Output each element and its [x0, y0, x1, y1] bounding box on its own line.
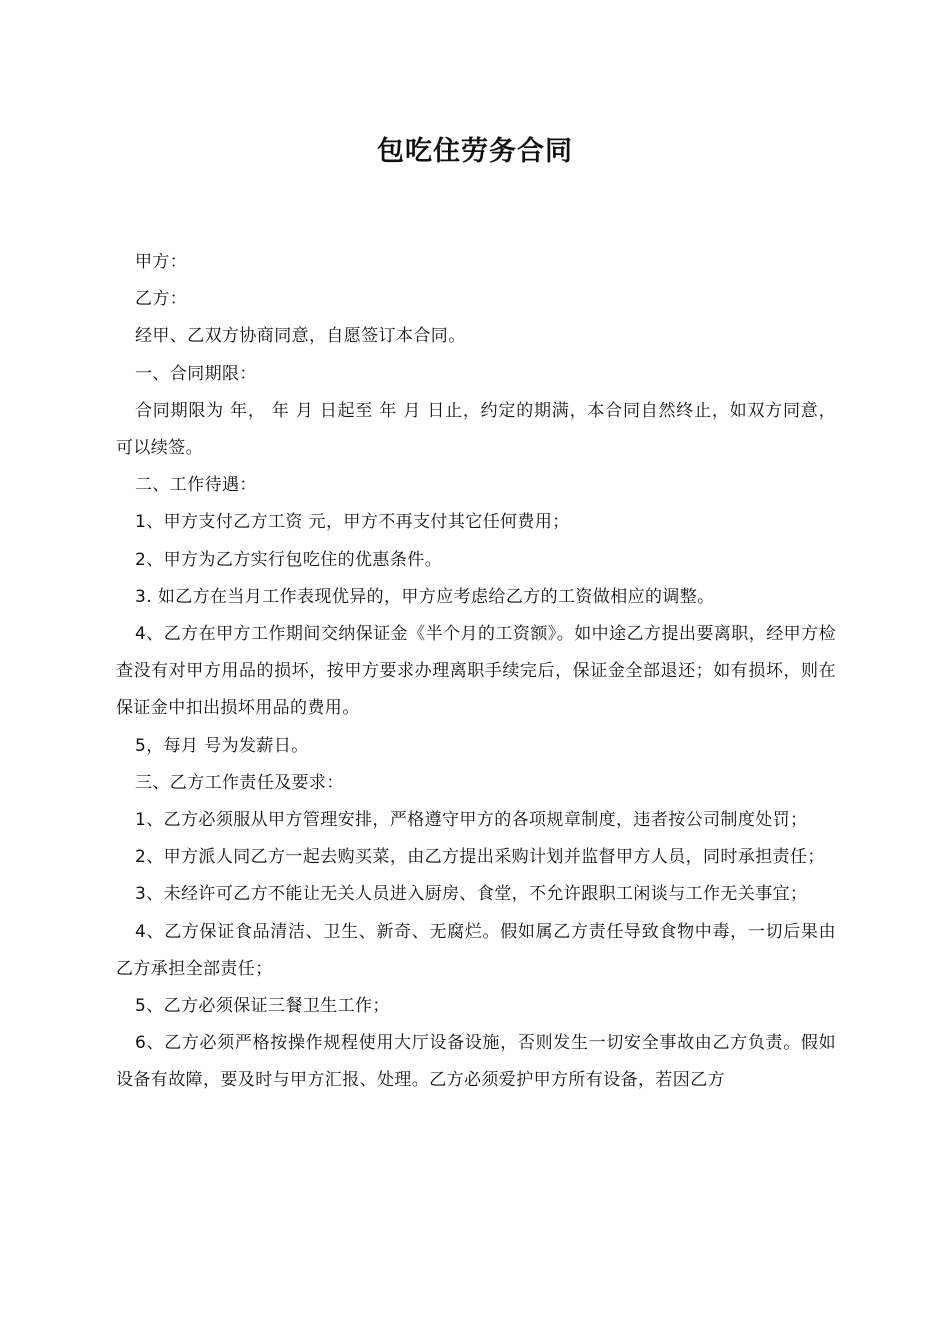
- agreement-intro: 经甲、乙双方协商同意，自愿签订本合同。: [135, 326, 466, 347]
- term-clause: 合同期限为 年， 年 月 日起至 年 月 日止，约定的期满，本合同自然终止，如双方同意，可以续签。: [116, 400, 836, 459]
- party-b-line: 乙方：: [135, 289, 188, 310]
- section-heading-term: 一、合同期限：: [135, 363, 257, 384]
- party-a-line: 甲方：: [135, 252, 188, 272]
- document-body: [116, 244, 836, 1100]
- duty-clause-1: 1、乙方必须服从甲方管理安排，严格遵守甲方的各项规章制度，违者按公司制度处罚；: [135, 810, 808, 831]
- benefit-clause-1: 1、甲方支付乙方工资 元，甲方不再支付其它任何费用；: [135, 512, 570, 533]
- section-heading-benefits: 二、工作待遇：: [135, 475, 257, 496]
- document-title: 包吃住劳务合同: [377, 136, 573, 167]
- benefit-clause-3: 3. 如乙方在当月工作表现优异的，甲方应考虑给乙方的工资做相应的调整。: [135, 586, 715, 607]
- duty-clause-3: 3、未经许可乙方不能让无关人员进入厨房、食堂，不允许跟职工闲谈与工作无关事宜；: [135, 884, 808, 905]
- benefit-clause-5: 5，每月 号为发薪日。: [135, 735, 309, 756]
- duty-clause-6: 6、乙方必须严格按操作规程使用大厅设备设施，否则发生一切安全事故由乙方负责。假如设备有故障，要及时与甲方汇报、处理。乙方必须爱护甲方所有设备，若因乙方: [116, 1033, 836, 1091]
- duty-clause-2: 2、甲方派人同乙方一起去购买菜，由乙方提出采购计划并监督甲方人员，同时承担责任；: [135, 847, 825, 868]
- benefit-clause-4: 4、乙方在甲方工作期间交纳保证金《半个月的工资额》。如中途乙方提出要离职，经甲方检查没有对甲方用品的损坏，按甲方要求办理离职手续完后，保证金全部退还；如有损坏，则在保证金中扣出损坏用品的费用。: [116, 624, 836, 719]
- duty-clause-4: 4、乙方保证食品清洁、卫生、新奇、无腐烂。假如属乙方责任导致食物中毒，一切后果由乙方承担全部责任；: [116, 921, 836, 979]
- section-heading-duties: 三、乙方工作责任及要求：: [135, 772, 344, 793]
- benefit-clause-2: 2、甲方为乙方实行包吃住的优惠条件。: [135, 549, 443, 570]
- duty-clause-5: 5、乙方必须保证三餐卫生工作；: [135, 996, 390, 1017]
